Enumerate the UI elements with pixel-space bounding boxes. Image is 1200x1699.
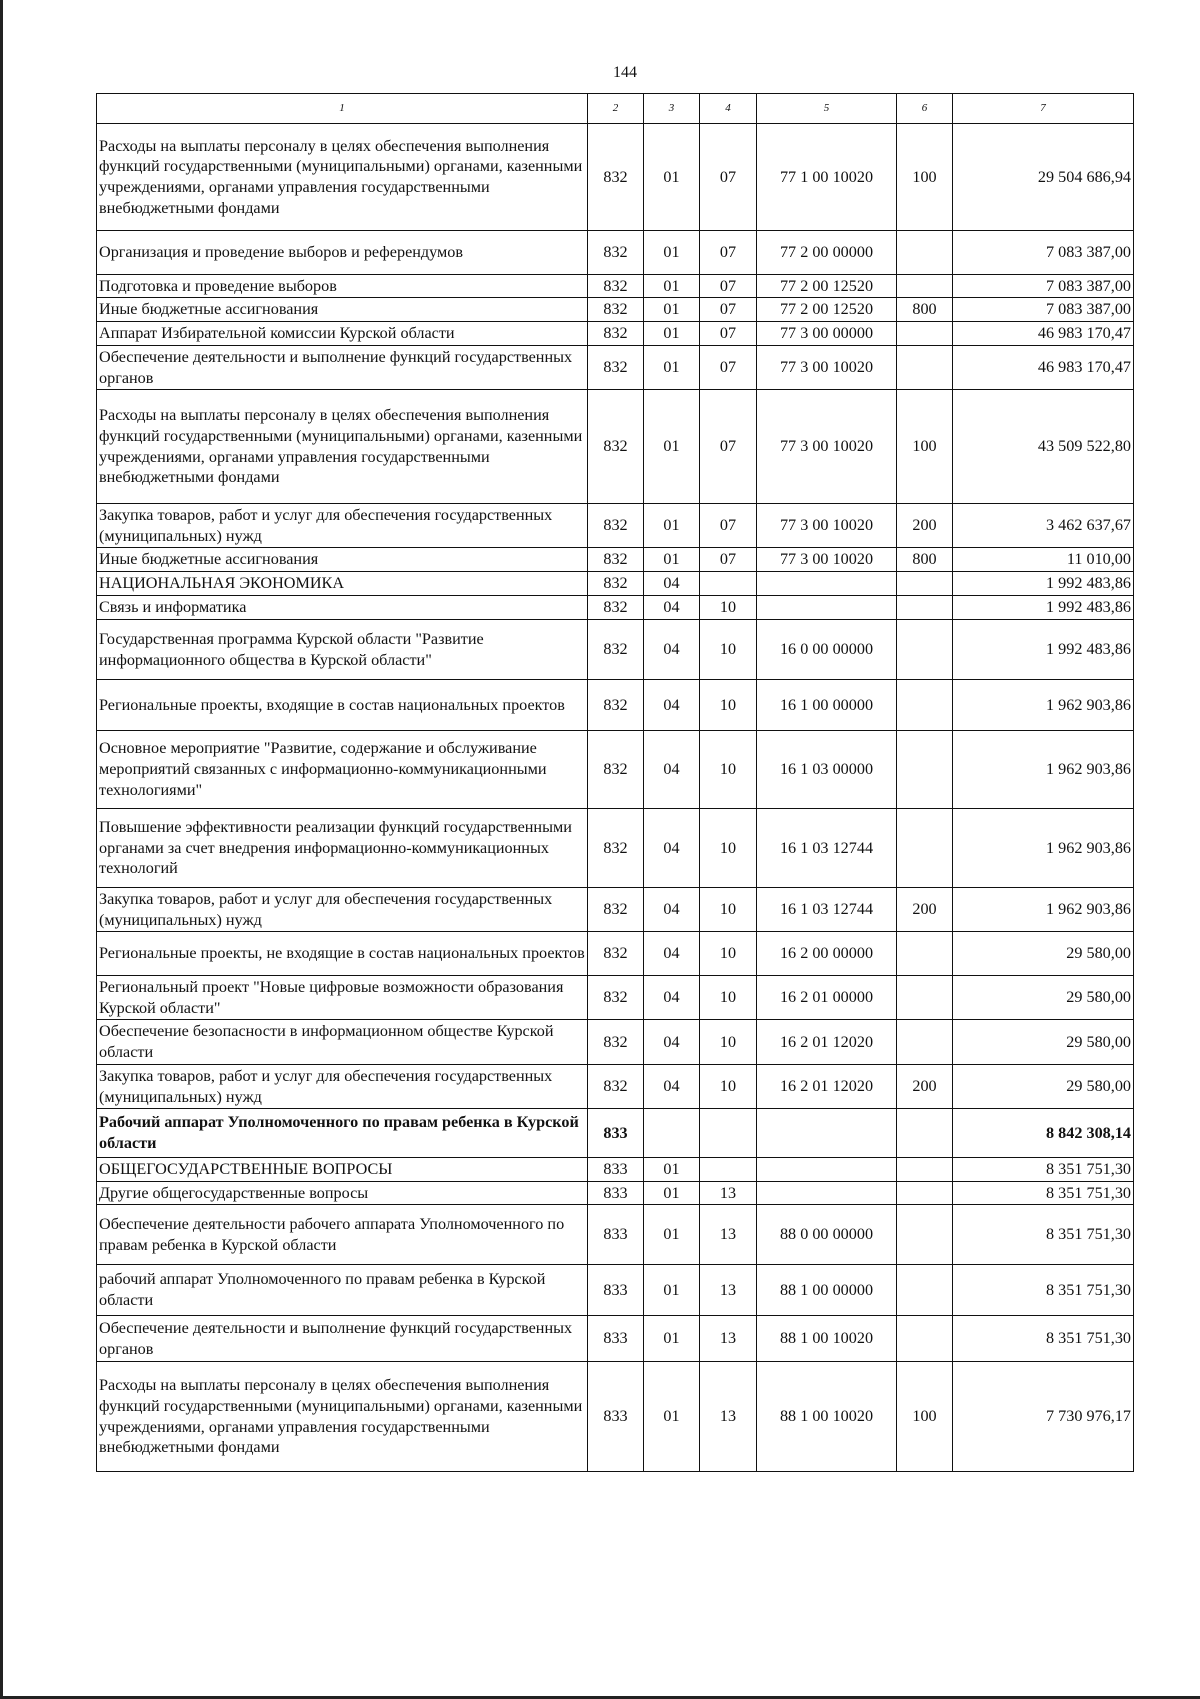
- row-amount-cell: 7 730 976,17: [953, 1362, 1134, 1472]
- row-code-6-cell: [897, 1182, 953, 1205]
- row-code-4-cell: 10: [700, 620, 757, 680]
- row-code-6-cell: [897, 1205, 953, 1265]
- row-code-3-cell: 04: [644, 572, 700, 596]
- row-amount-cell: 8 351 751,30: [953, 1158, 1134, 1182]
- column-header-3: 3: [644, 94, 700, 124]
- row-name-cell: рабочий аппарат Уполномоченного по правам ребенка в Курской области: [97, 1265, 588, 1316]
- row-code-3-cell: 01: [644, 548, 700, 572]
- row-code-3-cell: 04: [644, 888, 700, 932]
- row-name-cell: Региональные проекты, входящие в состав национальных проектов: [97, 680, 588, 731]
- row-name-cell: Расходы на выплаты персоналу в целях обеспечения выполнения функций государственными (муниципальными) органами, казенными учреждениями, органами управления государственными внебюджетными фондами: [97, 124, 588, 231]
- row-code-2-cell: 832: [588, 680, 644, 731]
- row-code-4-cell: 07: [700, 346, 757, 390]
- row-name-cell: Повышение эффективности реализации функций государственными органами за счет внедрения информационно-коммуникационных технологий: [97, 809, 588, 888]
- row-code-2-cell: 832: [588, 346, 644, 390]
- table-row: [97, 1065, 1134, 1109]
- row-code-4-cell: [700, 1158, 757, 1182]
- row-code-3-cell: 01: [644, 346, 700, 390]
- row-code-4-cell: 13: [700, 1362, 757, 1472]
- row-code-6-cell: [897, 346, 953, 390]
- row-code-5-cell: 16 1 03 12744: [757, 888, 897, 932]
- row-code-3-cell: 04: [644, 932, 700, 976]
- table-row: [97, 390, 1134, 504]
- row-code-3-cell: 01: [644, 1182, 700, 1205]
- row-code-4-cell: 10: [700, 976, 757, 1020]
- row-code-6-cell: [897, 731, 953, 809]
- row-code-6-cell: 200: [897, 504, 953, 548]
- row-code-3-cell: 04: [644, 809, 700, 888]
- row-code-5-cell: 77 2 00 12520: [757, 298, 897, 322]
- row-name-cell: Обеспечение деятельности и выполнение функций государственных органов: [97, 1316, 588, 1362]
- row-name-cell: НАЦИОНАЛЬНАЯ ЭКОНОМИКА: [97, 572, 588, 596]
- row-code-6-cell: 200: [897, 1065, 953, 1109]
- table-row: [97, 680, 1134, 731]
- row-code-5-cell: 16 2 01 00000: [757, 976, 897, 1020]
- row-code-2-cell: 832: [588, 976, 644, 1020]
- row-code-5-cell: 88 1 00 10020: [757, 1316, 897, 1362]
- row-code-5-cell: 77 1 00 10020: [757, 124, 897, 231]
- row-code-3-cell: 01: [644, 1316, 700, 1362]
- row-code-2-cell: 832: [588, 1020, 644, 1065]
- column-number-row: [97, 94, 1134, 124]
- row-code-2-cell: 832: [588, 322, 644, 346]
- row-name-cell: Организация и проведение выборов и референдумов: [97, 231, 588, 275]
- row-code-6-cell: [897, 976, 953, 1020]
- row-name-cell: Связь и информатика: [97, 596, 588, 620]
- column-header-5: 5: [757, 94, 897, 124]
- row-code-3-cell: [644, 1109, 700, 1158]
- row-code-4-cell: 07: [700, 322, 757, 346]
- row-name-cell: Региональные проекты, не входящие в состав национальных проектов: [97, 932, 588, 976]
- row-amount-cell: 1 962 903,86: [953, 680, 1134, 731]
- column-header-7: 7: [953, 94, 1134, 124]
- row-code-3-cell: 04: [644, 1065, 700, 1109]
- row-code-2-cell: 833: [588, 1265, 644, 1316]
- row-code-4-cell: 07: [700, 124, 757, 231]
- row-amount-cell: 8 351 751,30: [953, 1265, 1134, 1316]
- table-row: [97, 1205, 1134, 1265]
- row-code-4-cell: 10: [700, 1020, 757, 1065]
- row-code-6-cell: 800: [897, 298, 953, 322]
- row-code-5-cell: 88 1 00 10020: [757, 1362, 897, 1472]
- row-code-5-cell: 16 1 03 12744: [757, 809, 897, 888]
- row-amount-cell: 11 010,00: [953, 548, 1134, 572]
- row-name-cell: Аппарат Избирательной комиссии Курской области: [97, 322, 588, 346]
- row-code-5-cell: 77 3 00 10020: [757, 504, 897, 548]
- row-code-4-cell: 07: [700, 298, 757, 322]
- row-amount-cell: 29 580,00: [953, 1065, 1134, 1109]
- row-code-6-cell: [897, 596, 953, 620]
- table-row: [97, 620, 1134, 680]
- row-name-cell: Иные бюджетные ассигнования: [97, 548, 588, 572]
- row-code-4-cell: 10: [700, 596, 757, 620]
- row-code-2-cell: 832: [588, 596, 644, 620]
- budget-table-body: [97, 124, 1134, 1472]
- row-code-4-cell: 13: [700, 1205, 757, 1265]
- table-row: [97, 1020, 1134, 1065]
- row-code-3-cell: 01: [644, 275, 700, 298]
- row-amount-cell: 29 580,00: [953, 1020, 1134, 1065]
- row-amount-cell: 7 083 387,00: [953, 298, 1134, 322]
- row-code-6-cell: 100: [897, 124, 953, 231]
- row-code-3-cell: 04: [644, 976, 700, 1020]
- row-code-2-cell: 832: [588, 390, 644, 504]
- row-name-cell: Обеспечение деятельности рабочего аппарата Уполномоченного по правам ребенка в Курской области: [97, 1205, 588, 1265]
- row-name-cell: Обеспечение безопасности в информационном обществе Курской области: [97, 1020, 588, 1065]
- row-code-4-cell: 07: [700, 231, 757, 275]
- row-code-5-cell: 16 2 00 00000: [757, 932, 897, 976]
- table-row: [97, 322, 1134, 346]
- row-code-5-cell: [757, 1158, 897, 1182]
- row-name-cell: Обеспечение деятельности и выполнение функций государственных органов: [97, 346, 588, 390]
- row-code-6-cell: [897, 572, 953, 596]
- row-code-3-cell: 01: [644, 298, 700, 322]
- row-code-2-cell: 832: [588, 124, 644, 231]
- table-row: [97, 1362, 1134, 1472]
- row-code-4-cell: [700, 1109, 757, 1158]
- row-code-5-cell: [757, 1109, 897, 1158]
- row-amount-cell: 8 351 751,30: [953, 1182, 1134, 1205]
- budget-table: [96, 93, 1134, 1472]
- row-code-2-cell: 832: [588, 620, 644, 680]
- row-code-2-cell: 832: [588, 504, 644, 548]
- row-amount-cell: 29 504 686,94: [953, 124, 1134, 231]
- row-code-3-cell: 01: [644, 504, 700, 548]
- column-header-4: 4: [700, 94, 757, 124]
- row-code-4-cell: 13: [700, 1316, 757, 1362]
- row-code-5-cell: 77 3 00 10020: [757, 548, 897, 572]
- row-code-2-cell: 832: [588, 1065, 644, 1109]
- row-code-2-cell: 832: [588, 888, 644, 932]
- column-header-6: 6: [897, 94, 953, 124]
- row-code-3-cell: 01: [644, 124, 700, 231]
- table-row: [97, 548, 1134, 572]
- row-code-2-cell: 832: [588, 731, 644, 809]
- row-code-3-cell: 01: [644, 322, 700, 346]
- row-amount-cell: 1 992 483,86: [953, 596, 1134, 620]
- row-code-2-cell: 833: [588, 1316, 644, 1362]
- page-number: 144: [613, 64, 637, 81]
- row-code-5-cell: [757, 596, 897, 620]
- table-row: [97, 298, 1134, 322]
- row-amount-cell: 1 992 483,86: [953, 572, 1134, 596]
- row-amount-cell: 1 962 903,86: [953, 809, 1134, 888]
- row-name-cell: Закупка товаров, работ и услуг для обеспечения государственных (муниципальных) нужд: [97, 1065, 588, 1109]
- row-code-2-cell: 832: [588, 298, 644, 322]
- table-row: [97, 504, 1134, 548]
- row-code-5-cell: 16 1 00 00000: [757, 680, 897, 731]
- row-amount-cell: 46 983 170,47: [953, 322, 1134, 346]
- row-name-cell: Основное мероприятие "Развитие, содержание и обслуживание мероприятий связанных с информационно-коммуникационными технологиями": [97, 731, 588, 809]
- row-code-6-cell: [897, 275, 953, 298]
- table-row: [97, 346, 1134, 390]
- row-code-5-cell: [757, 572, 897, 596]
- table-row: [97, 596, 1134, 620]
- row-code-5-cell: 88 1 00 00000: [757, 1265, 897, 1316]
- row-code-2-cell: 833: [588, 1158, 644, 1182]
- row-code-3-cell: 04: [644, 1020, 700, 1065]
- row-code-5-cell: 16 1 03 00000: [757, 731, 897, 809]
- row-amount-cell: 29 580,00: [953, 932, 1134, 976]
- row-code-4-cell: 10: [700, 888, 757, 932]
- table-row: [97, 1109, 1134, 1158]
- scan-edge-left: [0, 0, 3, 1699]
- row-code-4-cell: 10: [700, 731, 757, 809]
- row-name-cell: Расходы на выплаты персоналу в целях обеспечения выполнения функций государственными (муниципальными) органами, казенными учреждениями, органами управления государственными внебюджетными фондами: [97, 390, 588, 504]
- row-code-3-cell: 01: [644, 1265, 700, 1316]
- row-code-3-cell: 01: [644, 1158, 700, 1182]
- row-amount-cell: 1 992 483,86: [953, 620, 1134, 680]
- row-code-5-cell: 77 3 00 00000: [757, 322, 897, 346]
- row-code-3-cell: 01: [644, 231, 700, 275]
- row-name-cell: Расходы на выплаты персоналу в целях обеспечения выполнения функций государственными (муниципальными) органами, казенными учреждениями, органами управления государственными внебюджетными фондами: [97, 1362, 588, 1472]
- row-code-5-cell: 88 0 00 00000: [757, 1205, 897, 1265]
- row-code-6-cell: 800: [897, 548, 953, 572]
- row-name-cell: Региональный проект "Новые цифровые возможности образования Курской области": [97, 976, 588, 1020]
- row-name-cell: Государственная программа Курской области "Развитие информационного общества в Курской области": [97, 620, 588, 680]
- row-code-4-cell: 10: [700, 932, 757, 976]
- row-code-6-cell: [897, 231, 953, 275]
- table-row: [97, 932, 1134, 976]
- row-code-5-cell: 16 2 01 12020: [757, 1020, 897, 1065]
- row-code-6-cell: [897, 1265, 953, 1316]
- table-row: [97, 1182, 1134, 1205]
- row-code-3-cell: 01: [644, 390, 700, 504]
- row-code-2-cell: 832: [588, 275, 644, 298]
- row-code-3-cell: 04: [644, 731, 700, 809]
- row-name-cell: Закупка товаров, работ и услуг для обеспечения государственных (муниципальных) нужд: [97, 888, 588, 932]
- row-code-2-cell: 833: [588, 1205, 644, 1265]
- row-code-6-cell: 100: [897, 1362, 953, 1472]
- row-code-2-cell: 833: [588, 1182, 644, 1205]
- row-code-6-cell: [897, 680, 953, 731]
- column-header-1: 1: [97, 94, 588, 124]
- row-name-cell: Рабочий аппарат Уполномоченного по правам ребенка в Курской области: [97, 1109, 588, 1158]
- row-code-6-cell: 200: [897, 888, 953, 932]
- row-amount-cell: 1 962 903,86: [953, 731, 1134, 809]
- row-code-2-cell: 832: [588, 809, 644, 888]
- row-code-5-cell: 77 2 00 12520: [757, 275, 897, 298]
- row-code-5-cell: 77 3 00 10020: [757, 346, 897, 390]
- table-row: [97, 809, 1134, 888]
- row-name-cell: Другие общегосударственные вопросы: [97, 1182, 588, 1205]
- row-code-2-cell: 833: [588, 1362, 644, 1472]
- row-code-6-cell: [897, 932, 953, 976]
- table-row: [97, 231, 1134, 275]
- row-code-2-cell: 832: [588, 572, 644, 596]
- row-code-4-cell: 07: [700, 275, 757, 298]
- row-code-6-cell: [897, 1020, 953, 1065]
- row-code-5-cell: 77 3 00 10020: [757, 390, 897, 504]
- row-amount-cell: 3 462 637,67: [953, 504, 1134, 548]
- row-code-6-cell: 100: [897, 390, 953, 504]
- row-code-6-cell: [897, 1158, 953, 1182]
- row-code-3-cell: 04: [644, 596, 700, 620]
- row-code-2-cell: 833: [588, 1109, 644, 1158]
- row-code-4-cell: 10: [700, 809, 757, 888]
- row-amount-cell: 7 083 387,00: [953, 231, 1134, 275]
- table-row: [97, 1158, 1134, 1182]
- row-amount-cell: 8 351 751,30: [953, 1316, 1134, 1362]
- row-code-4-cell: 07: [700, 504, 757, 548]
- row-amount-cell: 7 083 387,00: [953, 275, 1134, 298]
- row-code-2-cell: 832: [588, 932, 644, 976]
- row-amount-cell: 8 842 308,14: [953, 1109, 1134, 1158]
- row-code-3-cell: 04: [644, 620, 700, 680]
- row-code-6-cell: [897, 1109, 953, 1158]
- row-code-3-cell: 01: [644, 1205, 700, 1265]
- row-amount-cell: 8 351 751,30: [953, 1205, 1134, 1265]
- row-code-2-cell: 832: [588, 548, 644, 572]
- table-row: [97, 1265, 1134, 1316]
- row-code-2-cell: 832: [588, 231, 644, 275]
- row-code-6-cell: [897, 809, 953, 888]
- row-code-5-cell: 16 0 00 00000: [757, 620, 897, 680]
- row-code-4-cell: 13: [700, 1265, 757, 1316]
- table-row: [97, 976, 1134, 1020]
- row-amount-cell: 1 962 903,86: [953, 888, 1134, 932]
- table-row: [97, 888, 1134, 932]
- row-code-6-cell: [897, 620, 953, 680]
- row-code-4-cell: 07: [700, 390, 757, 504]
- row-amount-cell: 29 580,00: [953, 976, 1134, 1020]
- table-row: [97, 124, 1134, 231]
- row-code-4-cell: [700, 572, 757, 596]
- row-name-cell: Иные бюджетные ассигнования: [97, 298, 588, 322]
- row-amount-cell: 46 983 170,47: [953, 346, 1134, 390]
- row-code-5-cell: 16 2 01 12020: [757, 1065, 897, 1109]
- table-row: [97, 731, 1134, 809]
- row-code-6-cell: [897, 322, 953, 346]
- row-name-cell: Закупка товаров, работ и услуг для обеспечения государственных (муниципальных) нужд: [97, 504, 588, 548]
- row-code-3-cell: 01: [644, 1362, 700, 1472]
- row-code-5-cell: [757, 1182, 897, 1205]
- row-code-4-cell: 13: [700, 1182, 757, 1205]
- row-name-cell: ОБЩЕГОСУДАРСТВЕННЫЕ ВОПРОСЫ: [97, 1158, 588, 1182]
- row-name-cell: Подготовка и проведение выборов: [97, 275, 588, 298]
- table-row: [97, 275, 1134, 298]
- table-row: [97, 572, 1134, 596]
- row-code-4-cell: 10: [700, 1065, 757, 1109]
- row-code-4-cell: 10: [700, 680, 757, 731]
- row-code-4-cell: 07: [700, 548, 757, 572]
- row-amount-cell: 43 509 522,80: [953, 390, 1134, 504]
- column-header-2: 2: [588, 94, 644, 124]
- row-code-5-cell: 77 2 00 00000: [757, 231, 897, 275]
- row-code-3-cell: 04: [644, 680, 700, 731]
- table-row: [97, 1316, 1134, 1362]
- row-code-6-cell: [897, 1316, 953, 1362]
